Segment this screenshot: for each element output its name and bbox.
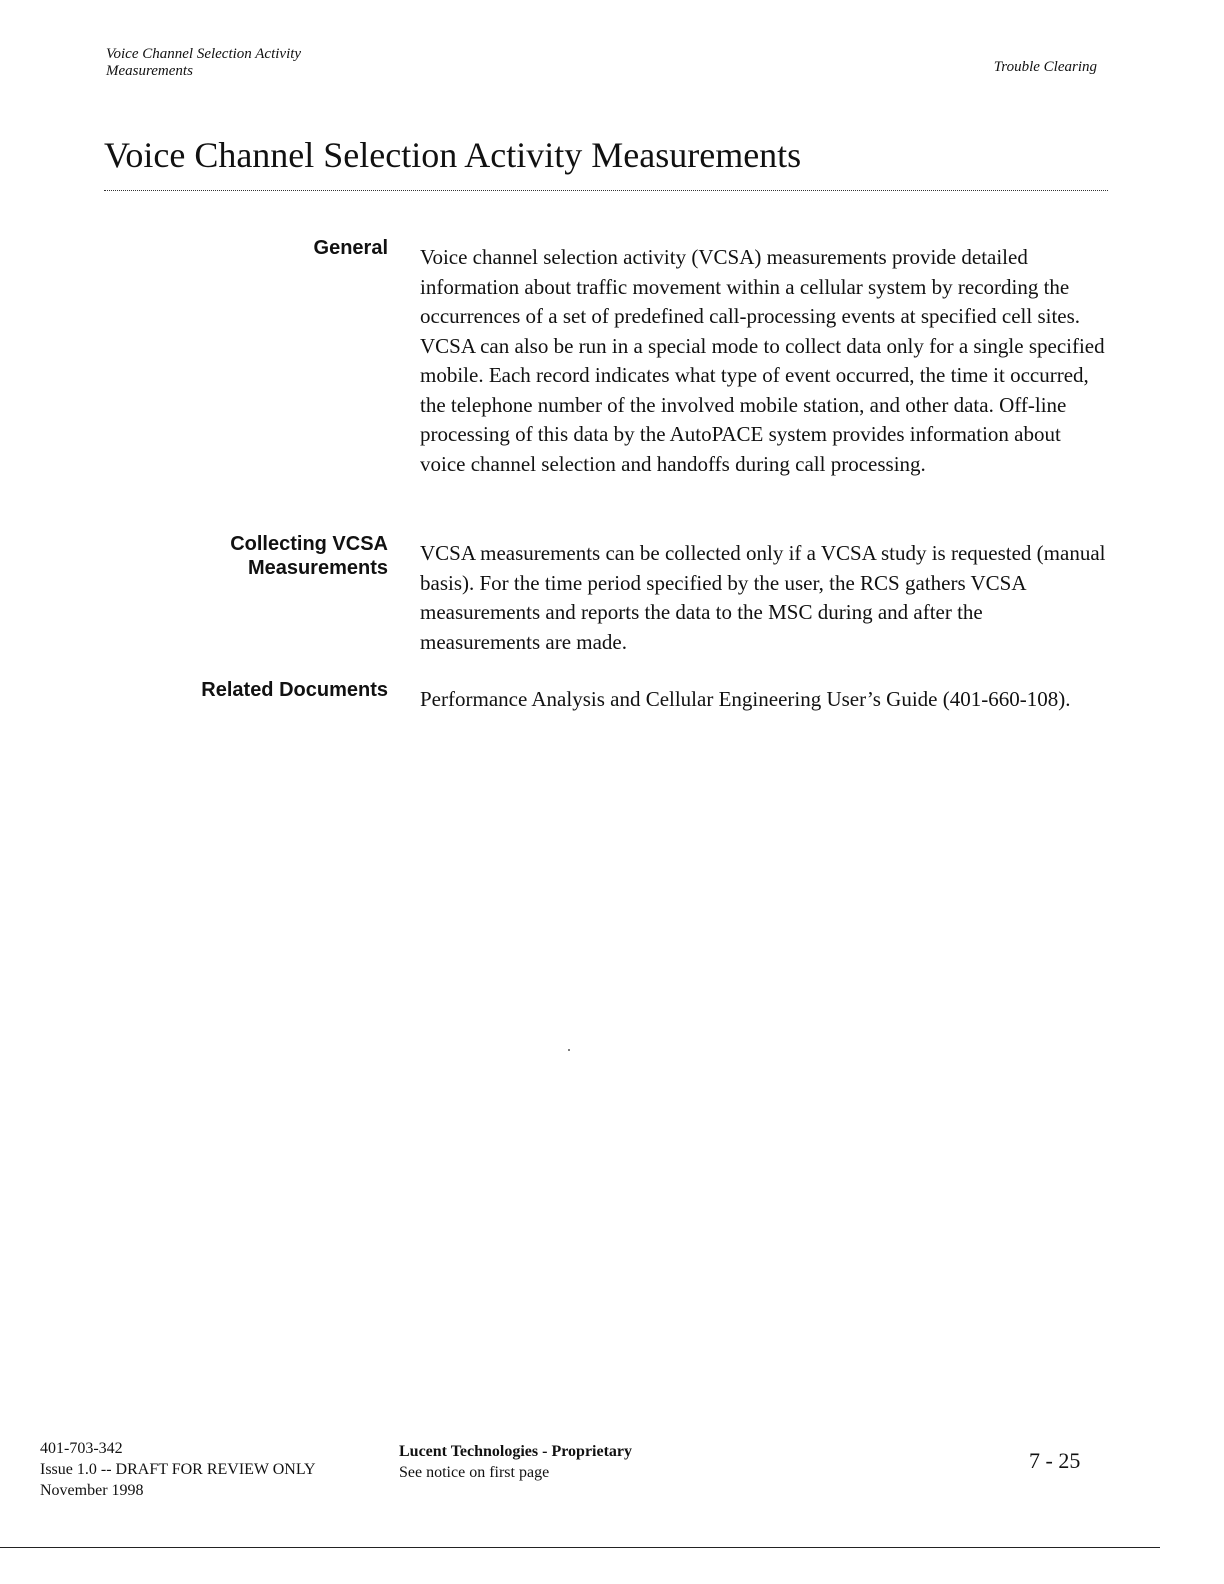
section-label-general: General: [313, 237, 388, 259]
page-number: 7 - 25: [1029, 1448, 1081, 1473]
section-body-related-documents: Performance Analysis and Cellular Engineering User’s Guide (401-660-108).: [420, 687, 1071, 711]
running-header-left: [106, 46, 301, 80]
footer-left: [40, 1438, 316, 1501]
section-label-line-2: Measurements: [247, 557, 388, 579]
footer-center: [399, 1441, 632, 1483]
section-body-general: Voice channel selection activity (VCSA) measurements provide detailed information about traffic movement within a cellular system by recording the occurrences of a set of predefined call-processing events at specified cell sites. VCSA can also be run in a special mode to collect data only for a single specified mobile. Each record indicates what type of event occurred, the time it occurred, the telephone number of the involved mobile station, and other data. Off-line processing of this data by the AutoPACE system provides information about voice channel selection and handoffs during call processing.: [420, 245, 1105, 476]
page-title: Voice Channel Selection Activity Measurements: [104, 135, 802, 175]
running-header-right: Trouble Clearing: [993, 59, 1097, 75]
footer-issue: Issue 1.0 -- DRAFT FOR REVIEW ONLY: [40, 1461, 316, 1478]
bottom-rule: [0, 1547, 1160, 1548]
section-label-line-1: Collecting VCSA: [230, 533, 388, 555]
footer-doc-number: 401-703-342: [40, 1440, 123, 1457]
scan-speck: [568, 1049, 570, 1051]
running-header-line-1: Voice Channel Selection Activity: [106, 46, 302, 62]
footer-date: November 1998: [40, 1482, 144, 1499]
section-label-related-documents: Related Documents: [201, 679, 388, 701]
section-label-collecting-vcsa: [104, 532, 388, 580]
running-header-line-2: Measurements: [106, 63, 193, 79]
title-dotted-rule: [104, 190, 1108, 191]
footer-notice: See notice on first page: [399, 1464, 550, 1481]
section-body-collecting-vcsa: VCSA measurements can be collected only if a VCSA study is requested (manual basis). For the time period specified by the user, the RCS gathers VCSA measurements and reports the data to the MSC during and after the measurements are made.: [420, 541, 1106, 654]
footer-company: Lucent Technologies - Proprietary: [399, 1443, 633, 1460]
